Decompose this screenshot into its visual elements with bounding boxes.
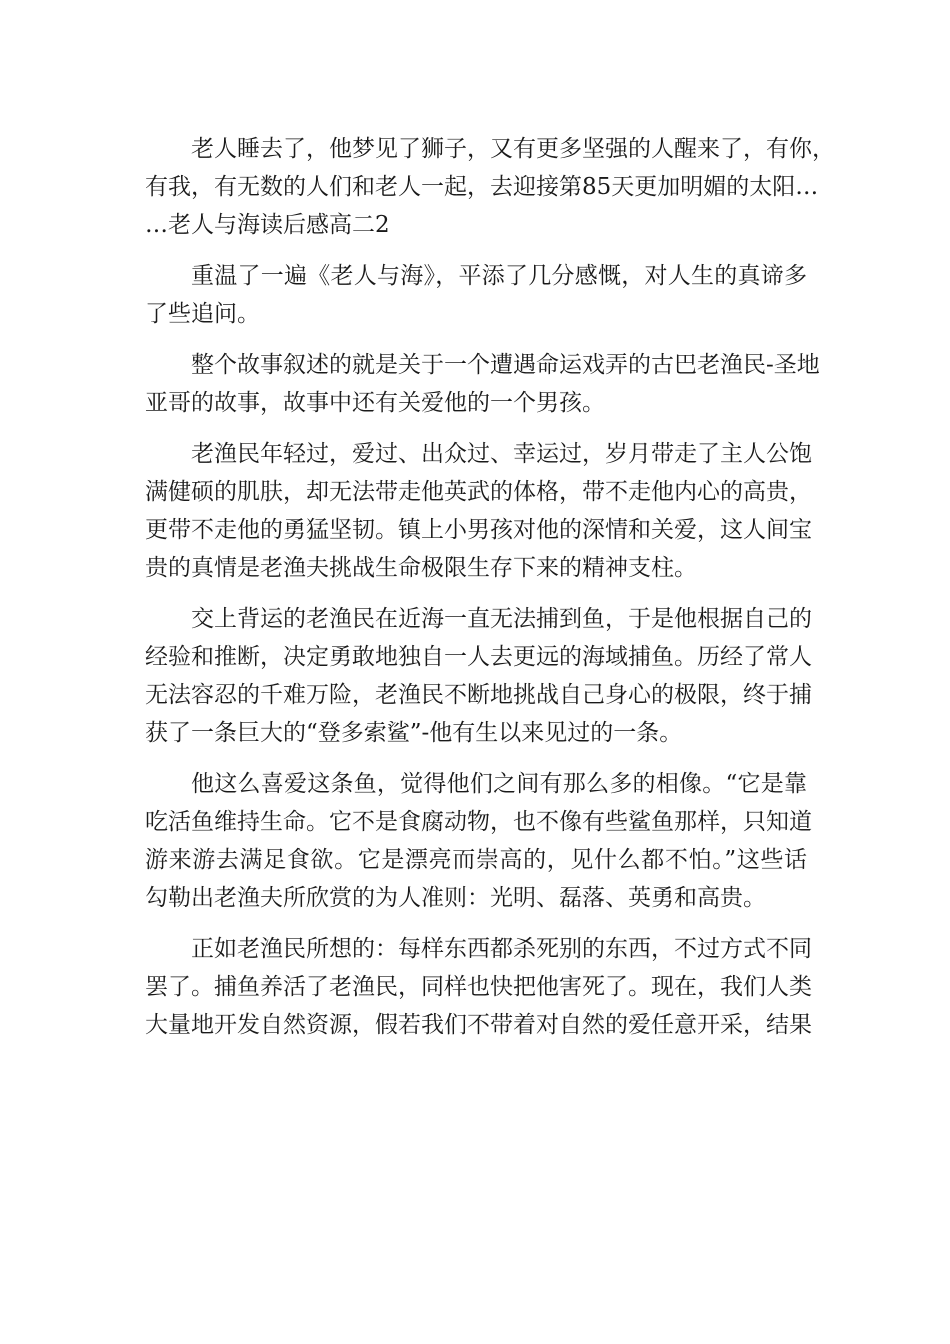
- text-line: 更带不走他的勇猛坚韧。镇上小男孩对他的深情和关爱，这人间宝: [145, 517, 812, 543]
- paragraph: [145, 257, 807, 333]
- text-line: 了些追问。: [145, 301, 260, 327]
- paragraph: [145, 130, 835, 244]
- text-line: 经验和推断，决定勇敢地独自一人去更远的海域捕鱼。历经了常人: [145, 644, 812, 670]
- text-line: 无法容忍的千难万险，老渔民不断地挑战自己身心的极限，终于捕: [145, 682, 812, 708]
- paragraph: [145, 346, 820, 422]
- text-line: 交上背运的老渔民在近海一直无法捕到鱼，于是他根据自己的: [191, 606, 812, 632]
- text-line: 有我，有无数的人们和老人一起，去迎接第85天更加明媚的太阳…: [145, 174, 819, 200]
- text-line: 满健硕的肌肤，却无法带走他英武的体格，带不走他内心的高贵，: [145, 479, 812, 505]
- text-line: 获了一条巨大的“登多索鲨”-他有生以来见过的一条。: [145, 720, 683, 746]
- text-line: 老渔民年轻过，爱过、出众过、幸运过，岁月带走了主人公饱: [191, 441, 812, 467]
- text-line: 老人睡去了，他梦见了狮子，又有更多坚强的人醒来了，有你，: [191, 136, 835, 162]
- document-body: [145, 130, 835, 1057]
- text-line: 游来游去满足食欲。它是漂亮而崇高的，见什么都不怕。”这些话: [145, 847, 807, 873]
- text-line: …老人与海读后感高二2: [145, 212, 390, 238]
- text-line: 勾勒出老渔夫所欣赏的为人准则：光明、磊落、英勇和高贵。: [145, 885, 766, 911]
- text-line: 罢了。捕鱼养活了老渔民，同样也快把他害死了。现在，我们人类: [145, 974, 812, 1000]
- text-line: 亚哥的故事，故事中还有关爱他的一个男孩。: [145, 390, 605, 416]
- text-line: 吃活鱼维持生命。它不是食腐动物，也不像有些鲨鱼那样，只知道: [145, 809, 812, 835]
- text-line: 整个故事叙述的就是关于一个遭遇命运戏弄的古巴老渔民-圣地: [191, 352, 820, 378]
- paragraph: [145, 600, 812, 752]
- text-line: 贵的真情是老渔夫挑战生命极限生存下来的精神支柱。: [145, 555, 697, 581]
- paragraph: [145, 765, 812, 917]
- text-line: 他这么喜爱这条鱼，觉得他们之间有那么多的相像。“它是靠: [191, 771, 807, 797]
- text-line: 重温了一遍《老人与海》，平添了几分感慨，对人生的真谛多: [191, 263, 807, 289]
- paragraph: [145, 435, 812, 587]
- text-line: 大量地开发自然资源，假若我们不带着对自然的爱任意开采，结果: [145, 1012, 812, 1038]
- paragraph: [145, 930, 812, 1044]
- text-line: 正如老渔民所想的：每样东西都杀死别的东西，不过方式不同: [191, 936, 812, 962]
